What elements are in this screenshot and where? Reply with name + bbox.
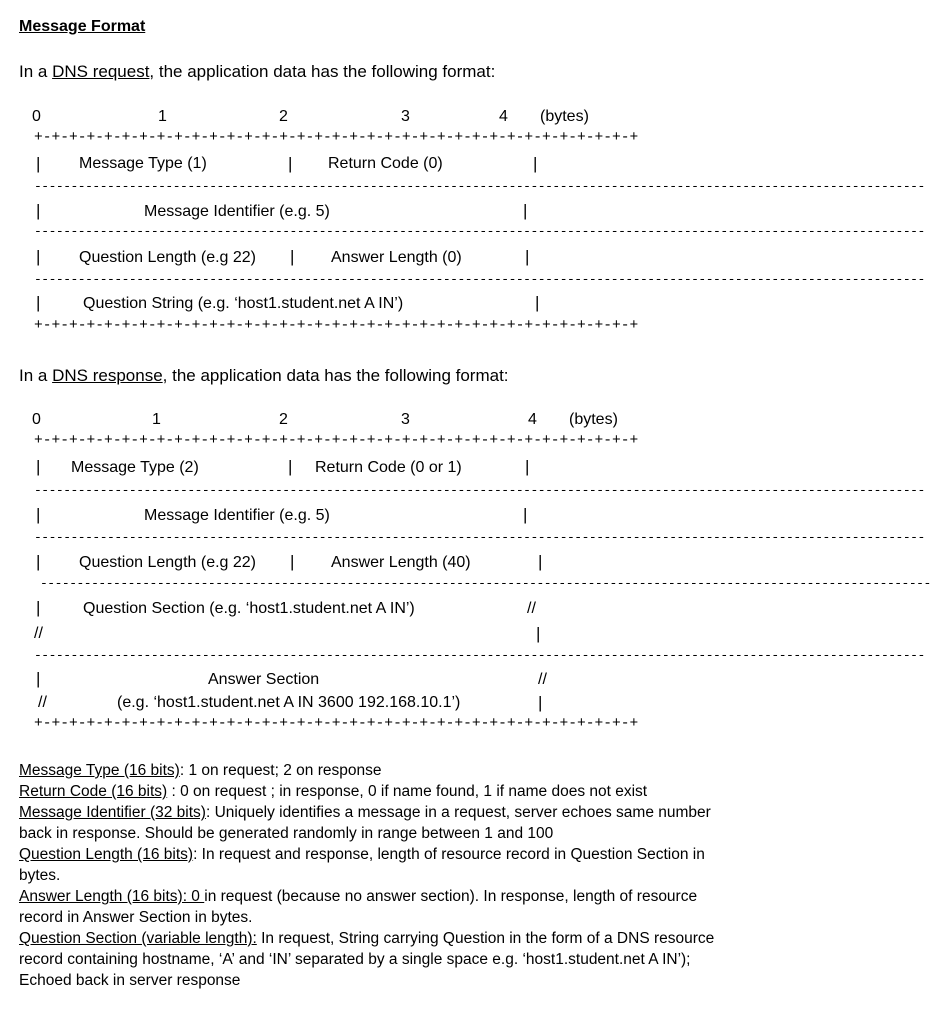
continuation-mark: //: [527, 600, 536, 617]
field-descriptions: [19, 760, 739, 991]
desc-answer-length: [19, 886, 739, 928]
byte-0: 0: [32, 411, 41, 428]
pipe: |: [538, 552, 543, 571]
desc-term: Message Type (16 bits): [19, 762, 180, 779]
dns-request-term: DNS request: [52, 62, 150, 81]
response-intro: [19, 366, 509, 386]
request-intro: [19, 62, 495, 82]
pipe: |: [535, 293, 540, 312]
byte-0: 0: [32, 108, 41, 125]
desc-term: Answer Length (16 bits): 0: [19, 888, 205, 905]
desc-question-section: [19, 928, 739, 991]
dns-response-term: DNS response: [52, 366, 163, 385]
desc-text: : 0 on request ; in response, 0 if name found, 1 if name does not exist: [167, 783, 648, 800]
dashed-line: --------------------------------------------------------------------------------------------------------------------------: [34, 179, 925, 194]
desc-text: : In request and response, length of resource record in Question Section in bytes.: [19, 846, 705, 884]
pipe: |: [36, 598, 41, 617]
dashed-line: --------------------------------------------------------------------------------------------------------------------------: [34, 224, 925, 239]
response-message-identifier: Message Identifier (e.g. 5): [144, 507, 330, 524]
desc-term: Return Code (16 bits): [19, 783, 168, 800]
continuation-mark: //: [38, 694, 47, 711]
request-question-string: Question String (e.g. ‘host1.student.net A IN’): [83, 295, 404, 312]
byte-3: 3: [401, 108, 410, 125]
desc-text: : Uniquely identifies a message in a request, server echoes same number back in response. Should be generated randomly in range between 1 and 100: [19, 804, 711, 842]
byte-4: 4: [499, 108, 508, 125]
request-message-identifier: Message Identifier (e.g. 5): [144, 203, 330, 220]
desc-term: Question Length (16 bits): [19, 846, 194, 863]
dashed-line: --------------------------------------------------------------------------------------------------------------------------: [34, 648, 925, 663]
pipe: |: [525, 457, 530, 476]
continuation-mark: //: [34, 625, 43, 642]
response-intro-pre: In a: [19, 366, 53, 385]
pipe: |: [36, 293, 41, 312]
response-return-code: Return Code (0 or 1): [315, 459, 462, 476]
desc-return-code: [19, 781, 739, 802]
desc-term: Message Identifier (32 bits): [19, 804, 206, 821]
byte-1: 1: [158, 108, 167, 125]
page-title: Message Format: [19, 18, 146, 35]
border-line: +-+-+-+-+-+-+-+-+-+-+-+-+-+-+-+-+-+-+-+-+-+-+-+-+-+-+-+-+-+-+-+-+-+-+: [34, 318, 639, 334]
pipe: |: [533, 154, 538, 173]
request-intro-post: , the application data has the following format:: [149, 62, 496, 81]
byte-3: 3: [401, 411, 410, 428]
response-answer-length: Answer Length (40): [331, 554, 471, 571]
dashed-line: --------------------------------------------------------------------------------------------------------------------------: [34, 483, 925, 498]
byte-2: 2: [279, 108, 288, 125]
response-question-length: Question Length (e.g 22): [79, 554, 257, 571]
pipe: |: [523, 201, 528, 220]
dashed-line: --------------------------------------------------------------------------------------------------------------------------: [34, 530, 925, 545]
border-line: +-+-+-+-+-+-+-+-+-+-+-+-+-+-+-+-+-+-+-+-+-+-+-+-+-+-+-+-+-+-+-+-+-+-+: [34, 716, 639, 732]
desc-text: : 1 on request; 2 on response: [179, 762, 382, 779]
response-message-type: Message Type (2): [71, 459, 199, 476]
desc-message-type: [19, 760, 739, 781]
pipe: |: [36, 154, 41, 173]
desc-question-length: [19, 844, 739, 886]
pipe: |: [290, 552, 295, 571]
request-return-code: Return Code (0): [328, 155, 443, 172]
request-message-type: Message Type (1): [79, 155, 207, 172]
pipe: |: [288, 457, 293, 476]
byte-4: 4: [528, 411, 537, 428]
dashed-line: --------------------------------------------------------------------------------------------------------------------------: [40, 576, 931, 591]
pipe: |: [290, 247, 295, 266]
response-question-section: Question Section (e.g. ‘host1.student.net A IN’): [83, 600, 415, 617]
response-intro-post: , the application data has the following format:: [162, 366, 509, 385]
byte-1: 1: [152, 411, 161, 428]
response-answer-example: (e.g. ‘host1.student.net A IN 3600 192.168.10.1’): [117, 694, 461, 711]
pipe: |: [523, 505, 528, 524]
pipe: |: [36, 552, 41, 571]
bytes-unit: (bytes): [540, 108, 589, 125]
continuation-mark: //: [538, 671, 547, 688]
request-question-length: Question Length (e.g 22): [79, 249, 257, 266]
request-answer-length: Answer Length (0): [331, 249, 462, 266]
pipe: |: [288, 154, 293, 173]
border-line: +-+-+-+-+-+-+-+-+-+-+-+-+-+-+-+-+-+-+-+-+-+-+-+-+-+-+-+-+-+-+-+-+-+-+: [34, 433, 639, 449]
pipe: |: [36, 457, 41, 476]
pipe: |: [536, 624, 541, 643]
dashed-line: --------------------------------------------------------------------------------------------------------------------------: [34, 272, 925, 287]
pipe: |: [36, 505, 41, 524]
pipe: |: [525, 247, 530, 266]
pipe: |: [36, 201, 41, 220]
pipe: |: [36, 669, 41, 688]
desc-text: In request, String carrying Question in the form of a DNS resource record containing hostname, ‘A’ and ‘IN’ separated by a single space e.g. ‘host1.student.net A IN’); Echoed back in server response: [19, 930, 715, 989]
border-line: +-+-+-+-+-+-+-+-+-+-+-+-+-+-+-+-+-+-+-+-+-+-+-+-+-+-+-+-+-+-+-+-+-+-+: [34, 130, 639, 146]
desc-term: Question Section (variable length):: [19, 930, 257, 947]
pipe: |: [36, 247, 41, 266]
pipe: |: [538, 693, 543, 712]
bytes-unit: (bytes): [569, 411, 618, 428]
request-intro-pre: In a: [19, 62, 53, 81]
response-answer-section: Answer Section: [208, 671, 320, 688]
desc-message-identifier: [19, 802, 739, 844]
byte-2: 2: [279, 411, 288, 428]
desc-text: in request (because no answer section). In response, length of resource record in Answer Section in bytes.: [19, 888, 698, 926]
